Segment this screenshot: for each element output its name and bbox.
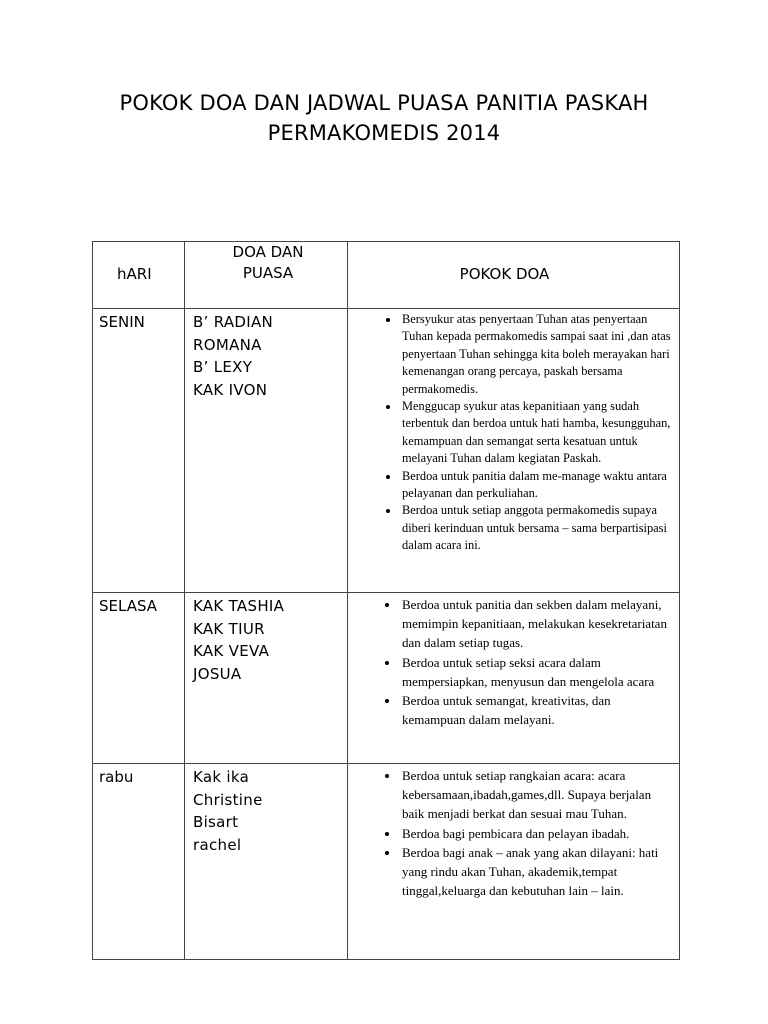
- header-doa-puasa: [185, 242, 348, 309]
- points-cell: [348, 764, 680, 960]
- header-doa-line2: PUASA: [242, 264, 294, 282]
- day-cell: rabu: [93, 764, 185, 960]
- name-item: rachel: [193, 836, 242, 855]
- points-cell: [348, 593, 680, 764]
- prayer-point: • Berdoa untuk setiap rangkaian acara: acara kebersamaan,ibadah,games,dll. Supaya berjalan baik menjadi berkat dan sesuai mau Tuhan.: [400, 766, 671, 824]
- day-cell: SELASA: [93, 593, 185, 764]
- prayer-point: • Berdoa bagi pembicara dan pelayan ibadah.: [400, 824, 671, 843]
- table-row: [93, 764, 680, 960]
- name-item: B’ LEXY: [193, 358, 253, 377]
- table-header-row: [93, 242, 680, 309]
- header-pokok-doa: POKOK DOA: [348, 242, 680, 309]
- prayer-points-list: [348, 311, 671, 555]
- prayer-points-list: [348, 595, 671, 729]
- day-cell: SENIN: [93, 309, 185, 593]
- name-item: Christine: [193, 790, 263, 809]
- prayer-point: • Berdoa bagi anak – anak yang akan dilayani: hati yang rindu akan Tuhan, akademik,tempat tinggal,keluarga dan kebutuhan lain – lain.: [400, 843, 671, 901]
- prayer-point: • Berdoa untuk semangat, kreativitas, dan kemampuan dalam melayani.: [400, 691, 671, 729]
- name-item: KAK IVON: [193, 381, 268, 400]
- names-cell: [185, 764, 348, 960]
- prayer-point: • Bersyukur atas penyertaan Tuhan atas penyertaan Tuhan kepada permakomedis sampai saat ini ,dan atas penyertaan Tuhan sehingga kita boleh merayakan hari kemenangan orang percaya, paskah bersama permakomedis.: [400, 311, 671, 398]
- prayer-point: • Berdoa untuk setiap anggota permakomedis supaya diberi kerinduan untuk bersama – sama berpartisipasi dalam acara ini.: [400, 502, 671, 554]
- names-cell: [185, 309, 348, 593]
- header-hari: hARI: [93, 242, 185, 309]
- prayer-point: • Berdoa untuk panitia dan sekben dalam melayani, memimpin kepanitiaan, melakukan kesekretariatan dan dalam setiap tugas.: [400, 595, 671, 653]
- name-item: JOSUA: [193, 665, 242, 684]
- name-item: Bisart: [193, 813, 239, 832]
- name-item: ROMANA: [193, 335, 262, 354]
- prayer-point: • Menggucap syukur atas kepanitiaan yang sudah terbentuk dan berdoa untuk hati hamba, kesungguhan, kemampuan dan semangat serta kesatuan untuk melayani Tuhan dalam kegiatan Paskah.: [400, 398, 671, 468]
- title-line-2: PERMAKOMEDIS 2014: [267, 121, 501, 145]
- points-cell: [348, 309, 680, 593]
- name-item: KAK TIUR: [193, 619, 265, 638]
- title-line-1: POKOK DOA DAN JADWAL PUASA PANITIA PASKAH: [119, 91, 649, 115]
- prayer-points-list: [348, 766, 671, 900]
- prayer-schedule-table: [92, 241, 680, 960]
- name-item: B’ RADIAN: [193, 313, 274, 331]
- document-title: [60, 88, 708, 148]
- name-item: KAK VEVA: [193, 642, 270, 661]
- table-row: [93, 309, 680, 593]
- prayer-point: • Berdoa untuk panitia dalam me-manage waktu antara pelayanan dan perkuliahan.: [400, 468, 671, 503]
- table-row: [93, 593, 680, 764]
- prayer-point: • Berdoa untuk setiap seksi acara dalam mempersiapkan, menyusun dan mengelola acara: [400, 653, 671, 691]
- header-doa-line1: DOA DAN: [232, 243, 304, 261]
- name-item: KAK TASHIA: [193, 597, 285, 615]
- names-cell: [185, 593, 348, 764]
- name-item: Kak ika: [193, 768, 250, 786]
